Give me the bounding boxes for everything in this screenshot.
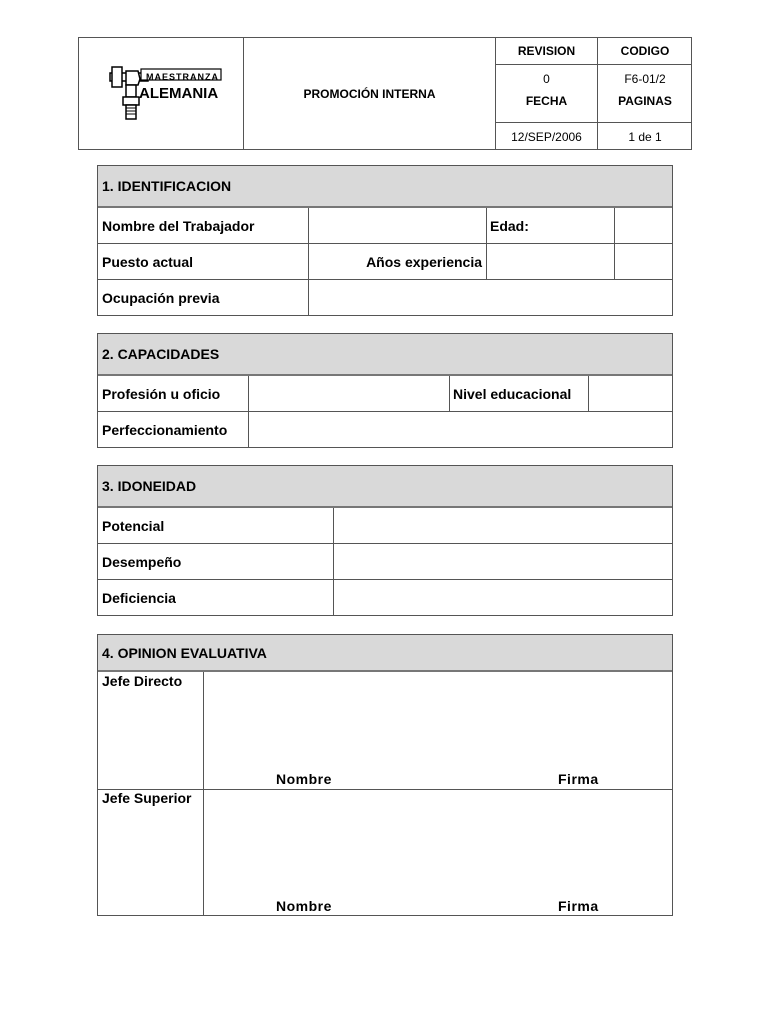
ocupacion-previa-field[interactable] [309,280,673,316]
ocupacion-previa-label: Ocupación previa [102,290,220,306]
edad-label: Edad: [490,217,529,234]
jefe-superior-nombre-label: Nombre [276,898,332,914]
revision-label: REVISION [517,44,576,58]
edad-field[interactable] [615,208,673,243]
anos-experiencia-field[interactable] [487,244,614,279]
company-logo [79,38,243,150]
nombre-trabajador-field[interactable] [309,208,486,243]
fecha-value: 12/SEP/2006 [511,129,582,144]
fecha-label: FECHA [525,94,568,108]
jefe-superior-label: Jefe Superior [102,790,192,806]
extra-field[interactable] [615,244,673,279]
logo-line2: ALEMANIA [139,85,219,102]
section-title: 1. IDENTIFICACION [98,166,672,208]
jefe-directo-label: Jefe Directo [102,673,183,689]
puesto-actual-label: Puesto actual [102,253,194,270]
section-title: 2. CAPACIDADES [98,334,672,376]
deficiencia-field[interactable] [334,580,673,616]
jefe-superior-field[interactable] [204,790,673,916]
section-title: 3. IDONEIDAD [98,466,672,508]
anos-experiencia-label: Años experiencia [366,253,482,270]
nivel-educacional-label: Nivel educacional [453,385,572,402]
nivel-educacional-field[interactable] [589,376,673,411]
revision-value: 0 [543,72,550,86]
desempeno-label: Desempeño [102,553,182,570]
paginas-label: PAGINAS [618,94,672,108]
codigo-label: CODIGO [620,44,670,58]
jefe-directo-field[interactable] [204,673,673,789]
logo-line1: MAESTRANZA [146,72,219,82]
paginas-value: 1 de 1 [628,129,662,144]
document-title: PROMOCIÓN INTERNA [303,87,436,101]
desempeno-field[interactable] [334,544,673,579]
section-identificacion [97,165,673,316]
document-header [78,37,692,150]
profesion-oficio-label: Profesión u oficio [102,385,221,402]
potencial-label: Potencial [102,517,165,534]
perfeccionamiento-label: Perfeccionamiento [102,422,228,438]
potencial-field[interactable] [334,508,673,543]
perfeccionamiento-field[interactable] [249,412,673,448]
codigo-value: F6-01/2 [624,72,666,86]
section-idoneidad [97,465,673,616]
profesion-oficio-field[interactable] [249,376,449,411]
nombre-trabajador-label: Nombre del Trabajador [102,217,255,234]
jefe-directo-nombre-label: Nombre [276,771,332,787]
section-title: 4. OPINION EVALUATIVA [98,635,672,672]
jefe-superior-firma-label: Firma [558,898,599,914]
section-opinion-evaluativa [97,634,673,916]
jefe-directo-firma-label: Firma [558,771,599,787]
section-capacidades [97,333,673,448]
deficiencia-label: Deficiencia [102,590,176,606]
